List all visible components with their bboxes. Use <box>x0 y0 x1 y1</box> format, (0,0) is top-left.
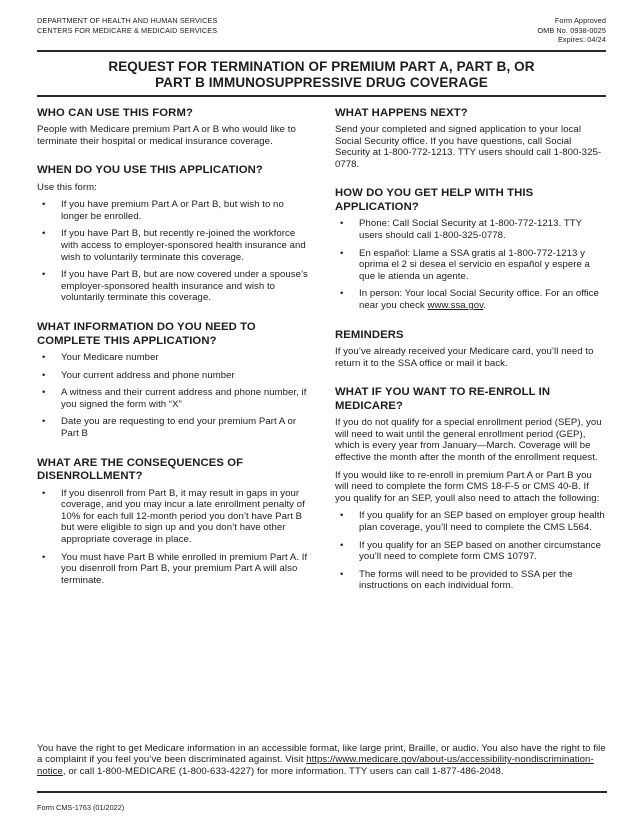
form-section <box>37 321 309 440</box>
bullet-item: • The forms will need to be provided to SSA per the instructions on each individual form. <box>335 569 607 592</box>
agency-line-2: CENTERS FOR MEDICARE & MEDICAID SERVICES <box>37 25 218 35</box>
left-column <box>37 107 309 598</box>
bullet-list <box>37 488 309 587</box>
paragraph: If you would like to re-enroll in premium Part A or Part B you will need to complete the form CMS 18-F-5 or CMS 40-B. If you qualify for an SEP, youll also need to attach the following: <box>335 469 600 504</box>
page-footer <box>37 743 607 812</box>
page-header <box>37 16 606 45</box>
section-heading: WHO CAN USE THIS FORM? <box>37 106 193 119</box>
agency-block <box>37 16 217 35</box>
section-heading: HOW DO YOU GET HELP WITH THIS APPLICATION? <box>335 187 534 213</box>
form-section <box>335 187 607 311</box>
text-segment: , or call 1-800-MEDICARE (1-800-633-4227) for more information. TTY users can call 1-877-486-2048. <box>62 766 504 778</box>
expiration-date: Expires: 04/24 <box>557 35 606 44</box>
text-segment: . <box>483 299 487 311</box>
bullet-list <box>37 352 309 440</box>
paragraph: People with Medicare premium Part A or B who would like to terminate their hospital or medical insurance coverage. <box>37 124 296 147</box>
section-heading: WHAT ARE THE CONSEQUENCES OF DISENROLLMENT? <box>37 456 244 483</box>
right-column <box>335 107 607 598</box>
form-section <box>335 386 607 592</box>
content-columns <box>37 107 606 598</box>
form-title-line-1: REQUEST FOR TERMINATION OF PREMIUM PART A, PART B, OR <box>108 58 535 74</box>
form-title-line-2: PART B IMMUNOSUPPRESSIVE DRUG COVERAGE <box>155 74 488 90</box>
agency-line-1: DEPARTMENT OF HEALTH AND HUMAN SERVICES <box>37 16 218 25</box>
inline-link[interactable]: www.ssa.gov <box>427 299 484 311</box>
header-divider <box>37 50 606 52</box>
form-section <box>335 329 607 370</box>
bullet-item: • Date you are requesting to end your premium Part A or Part B <box>37 416 309 439</box>
bullet-item: • Your Medicare number <box>37 352 309 364</box>
text-segment: You have the right to get Medicare information in an accessible format, like large print, Braille, or audio. You also have the right to file a complaint if you feel you’ve been discriminated against. Visit <box>37 742 606 766</box>
bullet-list <box>335 218 607 311</box>
title-divider <box>37 95 606 97</box>
paragraph: Send your completed and signed application to your local Social Security office. If you have questions, call Social Security at 1-800-772-1213. TTY users should call 1-800-325-0778. <box>335 124 602 170</box>
paragraph: If you’ve already received your Medicare card, you’ll need to return it to the SSA office or mail it back. <box>335 346 594 369</box>
form-section <box>37 107 309 148</box>
paragraph: If you do not qualify for a special enrollment period (SEP), you will need to wait until the general enrollment period (GEP), which is every year from January—March. Coverage will be effective the month after the month of the enrollment request. <box>335 417 602 463</box>
inline-link[interactable]: https://www.medicare.gov/about-us/accessibility-nondiscrimination-notice <box>37 754 594 778</box>
form-approval-block <box>537 16 606 45</box>
bullet-item: • Phone: Call Social Security at 1-800-772-1213. TTY users should call 1-800-325-0778. <box>335 218 607 241</box>
omb-number: OMB No. 0938-0025 <box>537 25 606 35</box>
bullet-item: • If you have Part B, but recently re-joined the workforce with access to employer-sponsored health insurance and wish to voluntarily terminate this coverage. <box>37 228 309 263</box>
form-section <box>335 107 607 171</box>
form-number: Form CMS-1763 (01/2022) <box>37 803 125 812</box>
bullet-item: • If you disenroll from Part B, it may result in gaps in your coverage, and you may incur a late enrollment penalty of 10% for each full 12-month period you don’t have Part B but were eligible to sign up and you don’t have other appropriate coverage in place. <box>37 488 309 546</box>
bullet-list <box>37 199 309 304</box>
section-heading: WHEN DO YOU USE THIS APPLICATION? <box>37 164 263 177</box>
footer-divider <box>37 791 607 793</box>
section-heading: WHAT IF YOU WANT TO RE-ENROLL IN MEDICARE? <box>335 386 551 412</box>
form-title <box>37 59 606 91</box>
text-segment: In person: Your local Social Security office. For an office near you check <box>359 288 599 311</box>
bullet-item: • If you qualify for an SEP based on another circumstance you’ll need to complete form CMS 10797. <box>335 540 607 563</box>
section-heading: WHAT INFORMATION DO YOU NEED TO COMPLETE THIS APPLICATION? <box>37 321 256 347</box>
form-section <box>37 457 309 587</box>
accessibility-notice <box>37 743 607 778</box>
form-section <box>37 164 309 304</box>
bullet-item: • En español: Llame a SSA gratis al 1-800-772-1213 y oprima el 2 si desea el servicio en español y espere a que le atienda un agente. <box>335 248 607 283</box>
section-heading: WHAT HAPPENS NEXT? <box>335 106 468 119</box>
bullet-list <box>335 510 607 592</box>
section-heading: REMINDERS <box>335 328 404 341</box>
form-approved-label: Form Approved <box>554 16 606 25</box>
bullet-item: • If you qualify for an SEP based on employer group health plan coverage, you’ll need to complete the CMS L564. <box>335 510 607 533</box>
bullet-item: • If you have Part B, but are now covered under a spouse’s employer-sponsored health insurance and wish to voluntarily terminate this coverage. <box>37 269 309 304</box>
bullet-item: • If you have premium Part A or Part B, but wish to no longer be enrolled. <box>37 199 309 222</box>
bullet-item <box>335 288 607 311</box>
bullet-item: • A witness and their current address and phone number, if you signed the form with “X” <box>37 387 309 410</box>
paragraph: Use this form: <box>37 181 97 193</box>
bullet-item: • You must have Part B while enrolled in premium Part A. If you disenroll from Part B, your premium Part A will also terminate. <box>37 552 309 587</box>
bullet-item: • Your current address and phone number <box>37 370 309 382</box>
